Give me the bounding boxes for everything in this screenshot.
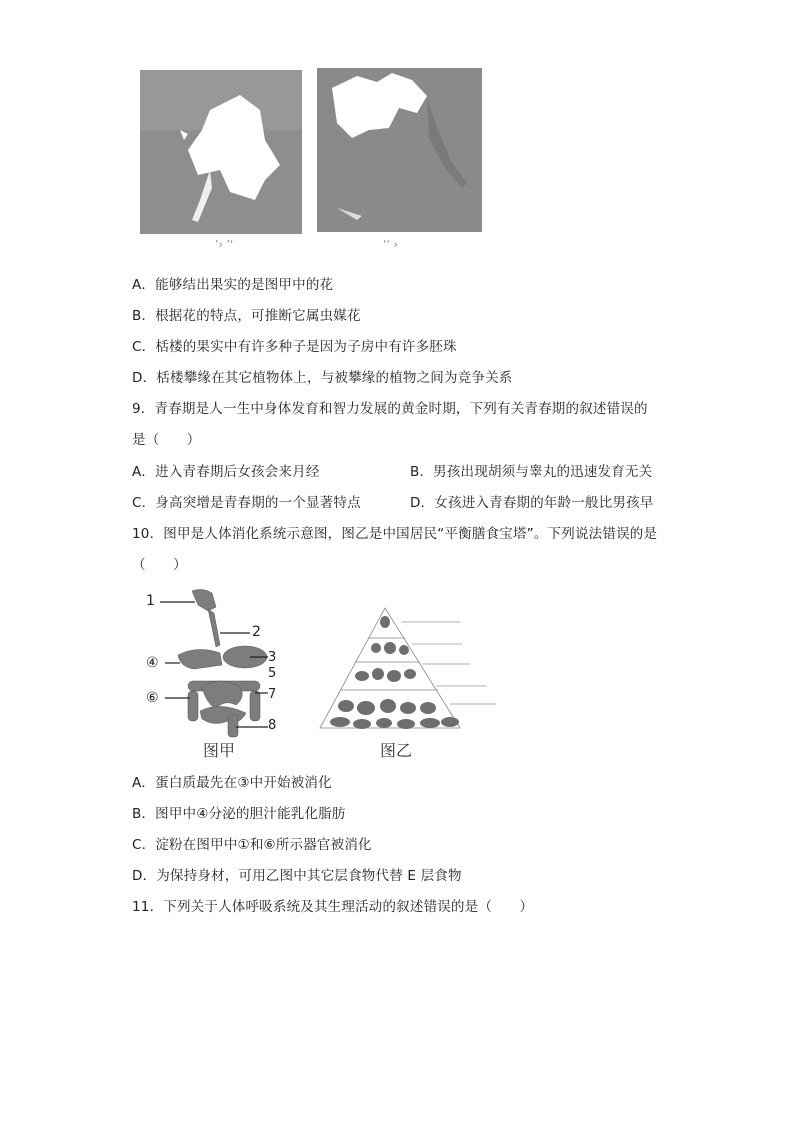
digestive-label-2: 2	[252, 624, 261, 640]
q9-option-a: A．进入青春期后女孩会来月经	[132, 464, 320, 480]
q10-option-d: D．为保持身材，可用乙图中其它层食物代替 E 层食物	[132, 868, 462, 884]
q10-stem-line2: （ ）	[132, 557, 187, 573]
photo-left-caption: ’› ’‘	[215, 238, 234, 251]
q10-option-a: A．蛋白质最先在③中开始被消化	[132, 775, 332, 791]
digestive-label-6: ⑥	[146, 690, 159, 706]
flower-photo-left	[140, 70, 302, 234]
q9-option-d: D．女孩进入青春期的年龄一般比男孩早	[410, 495, 654, 511]
q8-option-d: D．栝楼攀缘在其它植物体上，与被攀缘的植物之间为竞争关系	[132, 370, 513, 386]
q9-option-b: B．男孩出现胡须与睾丸的迅速发育无关	[410, 464, 653, 480]
digestive-label-4: ④	[146, 655, 159, 671]
digestive-label-8: 8	[268, 718, 277, 733]
q8-option-b: B．根据花的特点，可推断它属虫媒花	[132, 308, 361, 324]
q10-option-b: B．图甲中④分泌的胆汁能乳化脂肪	[132, 806, 346, 822]
q8-option-a: A．能够结出果实的是图甲中的花	[132, 277, 334, 293]
q10-option-c: C．淀粉在图甲中①和⑥所示器官被消化	[132, 837, 372, 853]
pyramid-caption: 图乙	[380, 741, 413, 760]
digestive-label-7: 7	[268, 687, 277, 702]
flower-photo-right	[317, 68, 482, 232]
digestive-caption: 图甲	[203, 741, 236, 760]
food-pyramid-figure	[310, 600, 505, 735]
q9-stem-line1: 9．青春期是人一生中身体发育和智力发展的黄金时期，下列有关青春期的叙述错误的	[132, 401, 648, 417]
digestive-label-3: 3	[268, 650, 277, 665]
q8-option-c: C．栝楼的果实中有许多种子是因为子房中有许多胚珠	[132, 339, 457, 355]
q11-stem-line1: 11．下列关于人体呼吸系统及其生理活动的叙述错误的是（ ）	[132, 899, 534, 915]
digestive-label-1: 1	[146, 593, 155, 609]
photo-right-caption: ‘‘ ›	[383, 238, 398, 251]
q9-stem-line2: 是（ ）	[132, 432, 201, 448]
q10-stem-line1: 10．图甲是人体消化系统示意图，图乙是中国居民“平衡膳食宝塔”。下列说法错误的是	[132, 526, 658, 542]
digestive-label-5: 5	[268, 666, 277, 681]
q9-option-c: C．身高突增是青春期的一个显著特点	[132, 495, 361, 511]
